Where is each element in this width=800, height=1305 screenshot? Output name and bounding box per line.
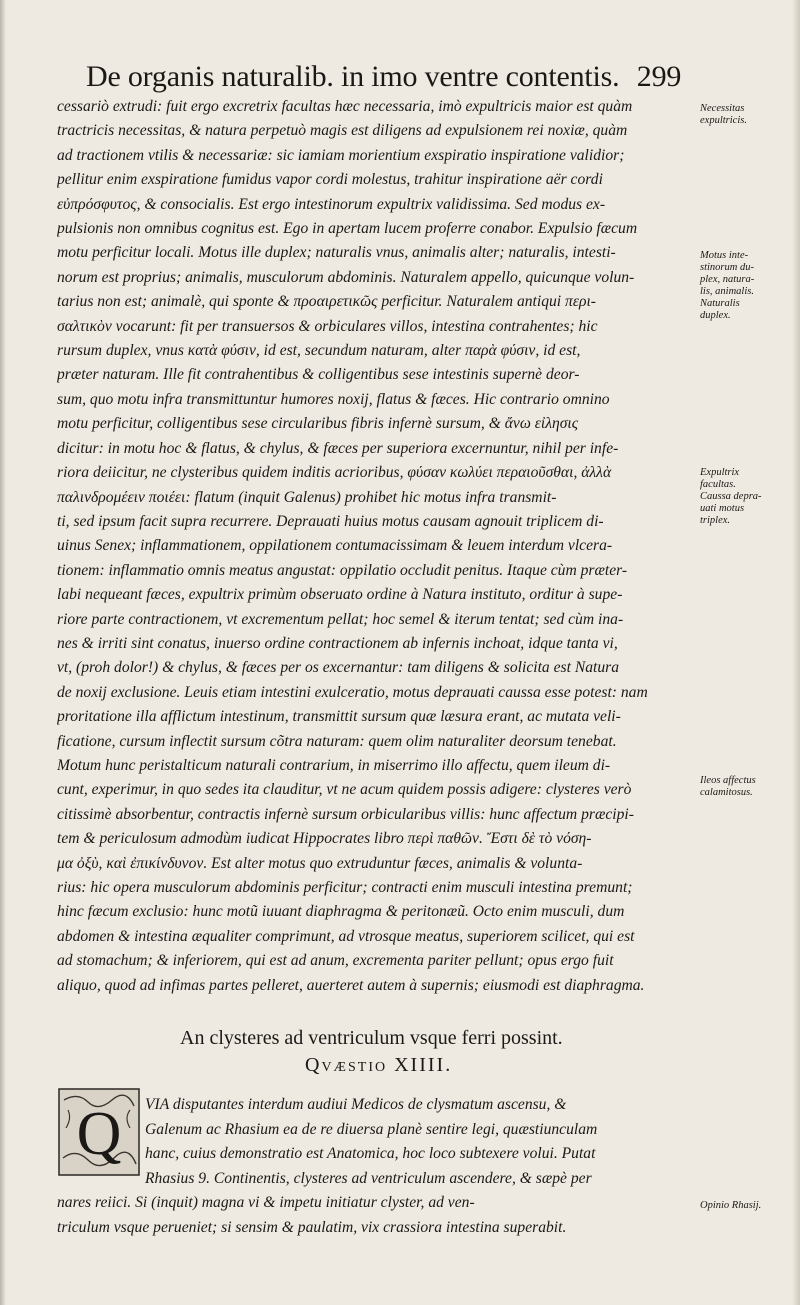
- running-title: De organis naturalib. in imo ventre contentis.: [86, 60, 620, 93]
- margin-note-line: Ileos affectus: [700, 775, 756, 786]
- text-line: tractricis necessitas, & natura perpetuò magis est diligens ad expulsionem rei noxiæ, quàm: [57, 122, 628, 140]
- text-line: παλινδρομέειν ποιέει: flatum (inquit Galenus) prohibet hic motus infra transmit-: [57, 488, 557, 506]
- text-line: citissimè absorbentur, contractis infernè sursum orbicularibus villis: hunc affectum præcipi-: [57, 805, 634, 823]
- margin-note-line: Motus inte-: [700, 250, 749, 261]
- text-line: sum, quo motu infra transmittuntur humores noxij, flatus & fæces. Hic contrario omnino: [57, 390, 610, 408]
- question-number: Qvæstio XIIII.: [305, 1054, 453, 1076]
- text-line: Motum hunc peristalticum naturali contrarium, in miserrimo illo affectu, quem ileum di-: [57, 756, 611, 774]
- margin-note-line: Opinio Rhasij.: [700, 1200, 762, 1211]
- question-line: Galenum ac Rhasium ea de re diuersa planè sentire legi, quæstiunculam: [145, 1120, 598, 1138]
- text-line: præter naturam. Ille fit contrahentibus & colligentibus sese intestinis supernè deor-: [57, 366, 580, 384]
- text-line: ad stomachum; & inferiorem, qui est ad anum, excrementa pariter pellunt; opus ergo fuit: [57, 952, 614, 970]
- text-line: tem & periculosum admodùm iudicat Hippocrates libro περὶ παθῶν. Ἔστι δὲ τὸ νόση-: [57, 830, 592, 848]
- text-line: labi nequeant fæces, expultrix primùm obseruato ordine à Natura instituto, orditur à supe-: [57, 586, 623, 604]
- text-line: riora deiicitur, ne clysteribus quidem inditis acrioribus, φύσαν κωλύει περαιοῦσθαι, ἀλλὰ: [57, 464, 612, 482]
- margin-note-line: stinorum du-: [700, 262, 754, 273]
- margin-note-line: lis, animalis.: [700, 286, 754, 297]
- text-line: dicitur: in motu hoc & flatus, & chylus, & fæces per superiora excernuntur, nihil per infe-: [57, 439, 619, 457]
- main-text: [57, 95, 697, 998]
- text-line: rursum duplex, vnus κατὰ φύσιν, id est, secundum naturam, alter παρὰ φύσιν, id est,: [57, 342, 581, 360]
- question-line: hanc, cuius demonstratio est Anatomica, hoc loco subtexere volui. Putat: [145, 1145, 596, 1163]
- question-line: Rhasius 9. Continentis, clysteres ad ventriculum ascendere, & sæpè per: [145, 1169, 592, 1187]
- text-line: tionem: inflammatio omnis meatus angustat: oppilatio occludit penitus. Itaque cùm præter-: [57, 561, 628, 579]
- text-line: cessariò extrudi: fuit ergo excretrix facultas hæc necessaria, imò expultricis maior est quàm: [57, 98, 633, 115]
- margin-note-line: Naturalis: [700, 298, 740, 309]
- margin-note-line: Expultrix: [700, 467, 740, 478]
- page-shadow: [0, 0, 6, 1305]
- initial-letter: Q: [76, 1100, 122, 1168]
- question-line: nares reiici. Si (inquit) magna vi & impetu initiatur clyster, ad ven-: [57, 1194, 475, 1212]
- text-line: hinc fæcum exclusio: hunc motũ iuuant diaphragma & peritonæũ. Octo enim musculi, dum: [57, 903, 625, 921]
- text-line: vt, (proh dolor!) & chylus, & fæces per os excernantur: tam diligens & solicita est Natura: [57, 659, 620, 677]
- text-line: motu perficitur, colligentibus sese circularibus fibris infernè sursum, & ἄνω εἰλησις: [57, 415, 579, 433]
- margin-note-line: duplex.: [700, 310, 731, 321]
- margin-note-line: uati motus: [700, 503, 745, 514]
- margin-note-line: calamitosus.: [700, 787, 753, 798]
- text-line: abdomen & intestina æqualiter comprimunt, ad vtrosque meatus, superiorem scilicet, qui est: [57, 927, 635, 945]
- text-line: ad tractionem vtilis & necessariæ: sic iamiam morientium exspiratio inspiratione validior;: [57, 146, 625, 164]
- margin-note-line: triplex.: [700, 515, 731, 526]
- margin-note-line: expultricis.: [700, 115, 747, 126]
- text-line: de noxij exclusione. Leuis etiam intestini exulceratio, motus deprauati caussa esse potest: nam: [57, 683, 648, 701]
- text-line: nes & irriti sint conatus, inuerso ordine contractionem ab infernis inchoat, idque tanta vi,: [57, 634, 618, 652]
- margin-note-motus: [700, 250, 796, 322]
- text-line: pulsionis non omnibus cognitus est. Ego in apertam lucem proferre conabor. Expulsio fæcum: [57, 220, 638, 238]
- text-line: εὐπρόσφυτος, & consocialis. Est ergo intestinorum expultrix validissima. Sed modus ex-: [57, 195, 606, 213]
- question-line: triculum vsque perueniet; si sensim & paulatim, vix crassiora intestina superabit.: [57, 1218, 567, 1236]
- text-line: cunt, experimur, in quo sedes ita clauditur, vt ne acum quidem possis adigere: clysteres verò: [57, 781, 632, 799]
- page-edge: [792, 0, 800, 1305]
- question-text: [57, 1093, 697, 1241]
- question-line: VIA disputantes interdum audiui Medicos de clysmatum ascensu, &: [145, 1096, 567, 1113]
- margin-note-necessitas: [700, 103, 796, 127]
- text-line: ti, sed ipsum facit supra recurrere. Deprauati huius motus causam agnouit triplicem di-: [57, 512, 604, 530]
- text-line: riore parte contractionem, vt excrementum pellat; hoc semel & iterum tentat; sed cùm ina-: [57, 610, 624, 628]
- margin-note-opinio: [700, 1200, 796, 1212]
- text-line: ficatione, cursum inflectit sursum cõtra naturam: quem olim naturaliter deorsum tenebat.: [57, 732, 617, 750]
- text-line: uinus Senex; inflammationem, oppilationem contumacissimam & leuem interdum vlcera-: [57, 537, 613, 555]
- text-line: motu perficitur locali. Motus ille duplex; naturalis vnus, animalis alter; naturalis, intesti-: [57, 244, 616, 262]
- margin-note-expultrix: [700, 467, 796, 527]
- margin-note-ileos: [700, 775, 796, 799]
- text-line: σαλτικὸν vocarunt: fit per transuersos & orbiculares villos, intestina contrahentes; hic: [57, 317, 598, 335]
- text-line: proritatione illa afflictum intestinum, transmittit sursum quæ læsura erant, ac mutata veli-: [57, 708, 621, 726]
- text-line: μα ὀξὺ, καὶ ἐπικίνδυνον. Est alter motus quo extruduntur fæces, animalis & volunta-: [57, 854, 583, 872]
- text-line: norum est proprius; animalis, musculorum abdominis. Naturalem appello, quicunque volun-: [57, 268, 635, 286]
- text-line: aliquo, quod ad infimas partes pelleret, auerteret autem à supernis; eiusmodi est diaphragma.: [57, 976, 645, 994]
- text-line: pellitur enim exspiratione fumidus vapor cordi molestus, trahitur inspiratione aër cordi: [57, 171, 603, 189]
- page-number: 299: [636, 60, 682, 93]
- margin-note-line: plex, natura-: [700, 274, 755, 285]
- text-line: tarius non est; animalè, qui sponte & προαιρετικῶς perficitur. Naturalem antiqui περι-: [57, 293, 596, 311]
- running-head: [86, 60, 706, 94]
- margin-note-line: Necessitas: [700, 103, 745, 114]
- text-line: rius: hic opera musculorum abdominis perficitur; contracti enim musculi intestina premunt;: [57, 879, 633, 896]
- margin-note-line: facultas.: [700, 479, 736, 490]
- question-title: An clysteres ad ventriculum vsque ferri possint.: [180, 1027, 563, 1049]
- margin-note-line: Caussa depra-: [700, 491, 762, 502]
